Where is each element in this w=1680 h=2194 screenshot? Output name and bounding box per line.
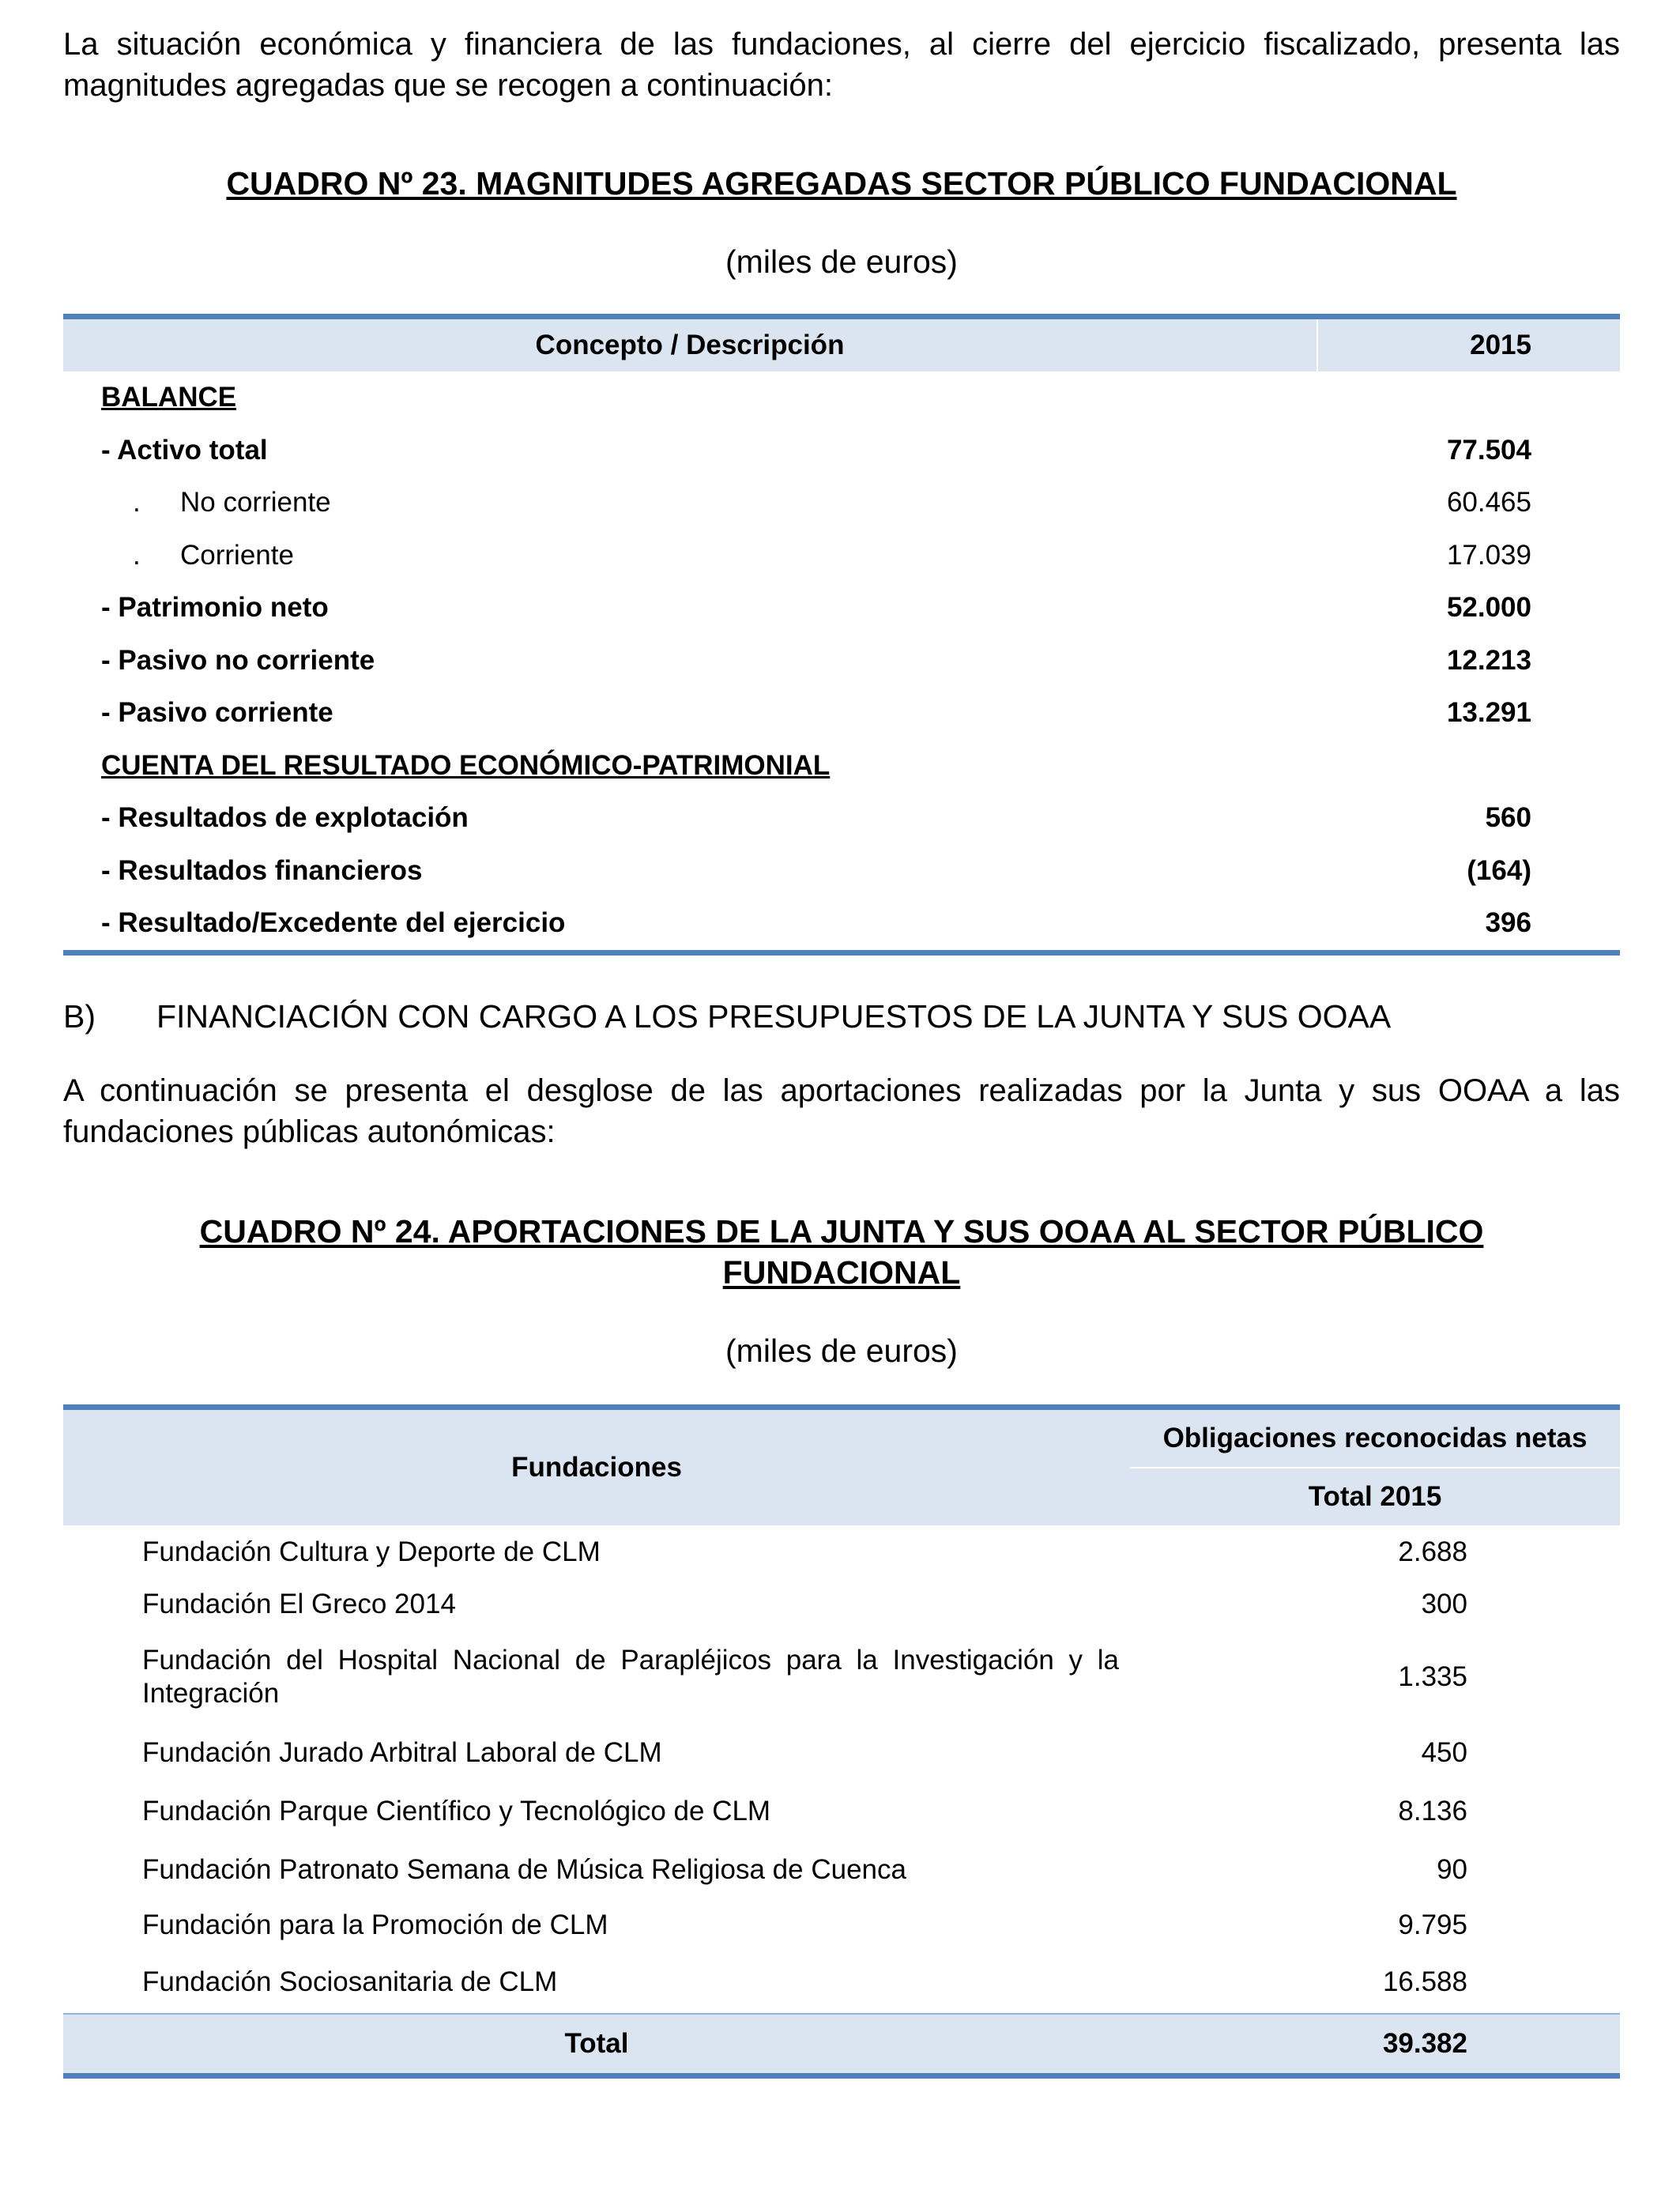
table-row bbox=[63, 635, 1620, 688]
header-obligaciones: Obligaciones reconocidas netas bbox=[1130, 1407, 1620, 1468]
header-total-2015: Total 2015 bbox=[1130, 1468, 1620, 1525]
bullet: . bbox=[133, 487, 141, 518]
row-label: - Activo total bbox=[101, 434, 268, 466]
row-value: 12.213 bbox=[1446, 644, 1531, 676]
table-row bbox=[63, 1630, 1620, 1725]
fundacion-value: 450 bbox=[1421, 1736, 1467, 1768]
bullet: . bbox=[133, 539, 141, 571]
table-row bbox=[63, 740, 1620, 793]
row-value: 396 bbox=[1485, 907, 1531, 939]
row-value: 60.465 bbox=[1446, 487, 1531, 518]
fundacion-name: Fundación Jurado Arbitral Laboral de CLM bbox=[142, 1736, 662, 1768]
table-row bbox=[63, 1525, 1620, 1579]
row-label: No corriente bbox=[180, 487, 331, 518]
table-row bbox=[63, 792, 1620, 845]
fundacion-name: Fundación Patronato Semana de Música Religiosa de Cuenca bbox=[142, 1853, 906, 1885]
table-row bbox=[63, 530, 1620, 582]
table-row bbox=[63, 1898, 1620, 1952]
header-fundaciones: Fundaciones bbox=[63, 1407, 1130, 1525]
row-value: 560 bbox=[1485, 802, 1531, 834]
fundacion-value: 90 bbox=[1437, 1853, 1467, 1885]
section-b-title: FINANCIACIÓN CON CARGO A LOS PRESUPUESTOS DE LA JUNTA Y SUS OOAA bbox=[156, 997, 1392, 1035]
row-value: (164) bbox=[1467, 854, 1531, 886]
total-row bbox=[63, 2014, 1620, 2076]
cuenta-heading: CUENTA DEL RESULTADO ECONÓMICO-PATRIMONIAL bbox=[101, 749, 831, 781]
table-row bbox=[63, 477, 1620, 530]
header-concepto: Concepto / Descripción bbox=[63, 317, 1317, 372]
cuadro23-unit: (miles de euros) bbox=[725, 243, 958, 280]
table-row bbox=[63, 897, 1620, 952]
cuadro24-unit: (miles de euros) bbox=[725, 1332, 958, 1369]
intro-paragraph: La situación económica y financiera de las fundaciones, al cierre del ejercicio fiscalizado, presenta las magnitudes agregadas que se recogen a continuación: bbox=[63, 27, 1620, 103]
fundacion-value: 8.136 bbox=[1398, 1795, 1467, 1826]
section-b-label: B) bbox=[63, 997, 96, 1035]
fundacion-value: 300 bbox=[1421, 1588, 1467, 1619]
balance-heading: BALANCE bbox=[101, 382, 237, 413]
row-value: 52.000 bbox=[1446, 592, 1531, 624]
table-row bbox=[63, 1842, 1620, 1898]
row-label: Corriente bbox=[180, 539, 294, 571]
table-row bbox=[63, 1725, 1620, 1781]
document-page bbox=[63, 24, 1620, 2079]
table-row bbox=[63, 424, 1620, 477]
fundacion-value: 2.688 bbox=[1398, 1536, 1467, 1567]
cuadro24-table bbox=[63, 1404, 1620, 2079]
row-value: 77.504 bbox=[1446, 434, 1531, 466]
fundacion-name: Fundación Cultura y Deporte de CLM bbox=[142, 1536, 601, 1567]
table-row bbox=[63, 1952, 1620, 2014]
row-value: 13.291 bbox=[1446, 697, 1531, 729]
header-year: 2015 bbox=[1317, 317, 1620, 372]
fundacion-name: Fundación para la Promoción de CLM bbox=[142, 1909, 608, 1940]
table-row bbox=[63, 371, 1620, 424]
row-label: - Resultados financieros bbox=[101, 854, 423, 886]
row-label: - Patrimonio neto bbox=[101, 592, 329, 624]
table-row bbox=[63, 1781, 1620, 1842]
fundacion-value: 9.795 bbox=[1398, 1909, 1467, 1940]
row-value: 17.039 bbox=[1446, 539, 1531, 571]
row-label: - Pasivo no corriente bbox=[101, 644, 375, 676]
cuadro23-table bbox=[63, 314, 1620, 956]
row-label: - Pasivo corriente bbox=[101, 697, 333, 729]
cuadro24-title-line1: CUADRO Nº 24. APORTACIONES DE LA JUNTA Y SUS OOAA AL SECTOR PÚBLICO bbox=[199, 1212, 1484, 1250]
fundacion-value: 1.335 bbox=[1398, 1661, 1467, 1692]
fundacion-value: 16.588 bbox=[1382, 1966, 1467, 1997]
section-b-heading bbox=[63, 998, 1620, 1035]
table-row bbox=[63, 845, 1620, 898]
cuadro23-header-row bbox=[63, 317, 1620, 372]
fundacion-name: Fundación Parque Científico y Tecnológico de CLM bbox=[142, 1795, 771, 1826]
cuadro24-title bbox=[63, 1211, 1620, 1293]
total-label: Total bbox=[63, 2014, 1130, 2076]
section-b-paragraph: A continuación se presenta el desglose de las aportaciones realizadas por la Junta y sus OOAA a las fundaciones públicas autonómicas: bbox=[63, 1072, 1620, 1149]
table-row bbox=[63, 582, 1620, 635]
cuadro24-title-line2: FUNDACIONAL bbox=[722, 1253, 961, 1291]
total-value: 39.382 bbox=[1130, 2014, 1620, 2076]
table-row bbox=[63, 687, 1620, 740]
fundacion-name: Fundación del Hospital Nacional de Parapléjicos para la Investigación y la Integración bbox=[142, 1644, 1119, 1709]
cuadro23-title: CUADRO Nº 23. MAGNITUDES AGREGADAS SECTOR PÚBLICO FUNDACIONAL bbox=[226, 165, 1457, 202]
row-label: - Resultado/Excedente del ejercicio bbox=[101, 907, 566, 939]
fundacion-name: Fundación Sociosanitaria de CLM bbox=[142, 1966, 558, 1997]
fundacion-name: Fundación El Greco 2014 bbox=[142, 1588, 456, 1619]
table-row bbox=[63, 1579, 1620, 1630]
row-label: - Resultados de explotación bbox=[101, 802, 469, 834]
